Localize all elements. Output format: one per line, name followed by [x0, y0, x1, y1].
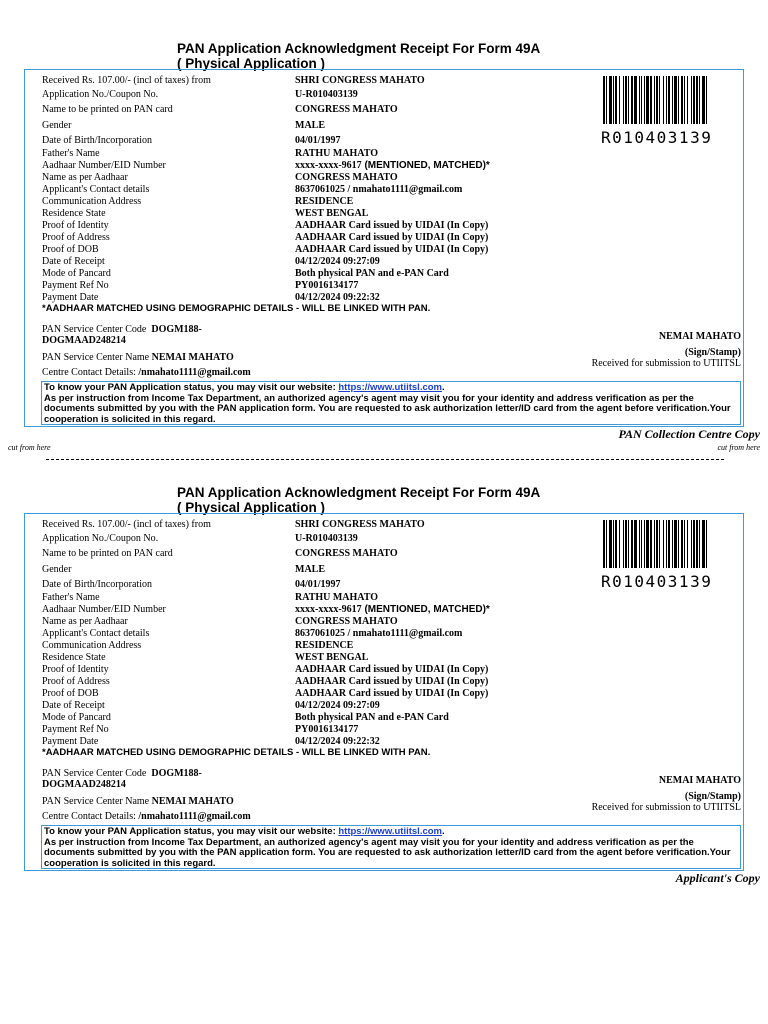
field-value — [295, 664, 488, 676]
field-value-text: U-R010403139 — [295, 89, 358, 100]
field-value-text: Both physical PAN and e-PAN Card — [295, 268, 449, 279]
field-label: Date of Birth/Incorporation — [42, 579, 152, 590]
field-value-text: RATHU MAHATO — [295, 592, 379, 603]
field-value — [295, 564, 325, 576]
field-value-text: CONGRESS MAHATO — [295, 548, 398, 559]
field-value-text: AADHAAR Card issued by UIDAI (In Copy) — [295, 664, 489, 675]
field-value — [295, 616, 398, 628]
field-label: Proof of Address — [42, 676, 110, 687]
field-value-suffix: (MENTIONED, MATCHED)* — [361, 604, 490, 615]
aadhaar-note: *AADHAAR MATCHED USING DEMOGRAPHIC DETAILS - WILL BE LINKED WITH PAN. — [42, 303, 431, 314]
sign-stamp: (Sign/Stamp) — [684, 791, 741, 802]
field-value-text: 04/12/2024 09:22:32 — [295, 292, 380, 303]
barcode-bar — [706, 76, 707, 124]
field-label: Mode of Pancard — [42, 712, 111, 723]
field-label: Applicant's Contact details — [42, 184, 150, 195]
field-value-text: AADHAAR Card issued by UIDAI (In Copy) — [295, 244, 489, 255]
field-value-text: 04/01/1997 — [295, 135, 341, 146]
field-label: Payment Date — [42, 736, 99, 747]
field-label: Application No./Coupon No. — [42, 533, 159, 544]
field-label: Mode of Pancard — [42, 268, 111, 279]
field-label: Gender — [42, 120, 72, 131]
field-value — [295, 256, 380, 268]
copy-label-collection-centre: PAN Collection Centre Copy — [618, 427, 760, 441]
field-label: Received Rs. 107.00/- (incl of taxes) from — [42, 75, 211, 86]
field-value — [295, 688, 488, 700]
field-label: Date of Receipt — [42, 256, 105, 267]
field-value — [295, 548, 398, 560]
receipt-box — [24, 513, 744, 871]
field-value-text: xxxx-xxxx-9617 — [295, 160, 362, 171]
field-value-text: 8637061025 / nmahato1111@gmail.com — [295, 184, 463, 195]
field-value — [295, 724, 358, 736]
field-value — [295, 232, 488, 244]
info-box: To know your PAN Application status, you may visit our website: https://www.utiitsl.com. As per instruction from Income Tax Department, an authorized agency's agent may visit you for your identity and address verification as per the documents submitted by you with the PAN application form. You are requested to ask authorization letter/ID card from the agent before verification.Your cooperation is solicited in this regard. — [41, 381, 741, 425]
field-label: Proof of DOB — [42, 244, 99, 255]
barcode-number: R010403139 — [601, 572, 713, 591]
field-value-text: 04/12/2024 09:22:32 — [295, 736, 380, 747]
utiitsl-link[interactable]: https://www.utiitsl.com — [338, 826, 442, 837]
service-center-code: PAN Service Center Code DOGM188- — [42, 324, 202, 335]
field-value-text: MALE — [295, 564, 325, 575]
barcode — [603, 520, 733, 568]
utiitsl-link[interactable]: https://www.utiitsl.com — [338, 382, 442, 393]
copy-label-applicant: Applicant's Copy — [675, 871, 760, 885]
field-value — [295, 75, 425, 87]
field-label: Proof of Address — [42, 232, 110, 243]
field-label: Residence State — [42, 652, 106, 663]
field-value-text: AADHAAR Card issued by UIDAI (In Copy) — [295, 232, 489, 243]
barcode-number: R010403139 — [601, 128, 713, 147]
field-label: Payment Ref No — [42, 724, 109, 735]
cut-label-left: cut from here — [8, 443, 51, 452]
field-value — [295, 148, 378, 160]
field-value-text: xxxx-xxxx-9617 — [295, 604, 362, 615]
field-value — [295, 184, 462, 196]
barcode — [603, 76, 733, 124]
field-value-text: WEST BENGAL — [295, 208, 369, 219]
field-value — [295, 196, 353, 208]
field-value-text: CONGRESS MAHATO — [295, 172, 398, 183]
field-value — [295, 592, 378, 604]
field-label: Proof of DOB — [42, 688, 99, 699]
signer-name: NEMAI MAHATO — [658, 775, 741, 786]
field-value-text: AADHAAR Card issued by UIDAI (In Copy) — [295, 688, 489, 699]
received-submission: Received for submission to UTIITSL — [591, 802, 741, 813]
field-value-text: MALE — [295, 120, 325, 131]
field-value — [295, 135, 341, 147]
field-value — [295, 700, 380, 712]
receipt-subtitle: ( Physical Application ) — [177, 56, 326, 71]
field-value — [295, 579, 341, 591]
field-label: Aadhaar Number/EID Number — [42, 160, 166, 171]
field-value-text: 8637061025 / nmahato1111@gmail.com — [295, 628, 463, 639]
centre-contact: Centre Contact Details: /nmahato1111@gmail.com — [42, 367, 251, 378]
service-center-code-cont: DOGMAAD248214 — [42, 779, 126, 790]
field-value — [295, 676, 488, 688]
service-center-name: PAN Service Center Name NEMAI MAHATO — [42, 796, 234, 807]
field-label: Date of Receipt — [42, 700, 105, 711]
field-value-text: WEST BENGAL — [295, 652, 369, 663]
field-label: Payment Date — [42, 292, 99, 303]
service-center-name: PAN Service Center Name NEMAI MAHATO — [42, 352, 234, 363]
field-label: Name to be printed on PAN card — [42, 104, 173, 115]
field-value — [295, 120, 325, 132]
field-value-text: SHRI CONGRESS MAHATO — [295, 519, 425, 530]
field-value-text: PY0016134177 — [295, 280, 359, 291]
field-value-text: AADHAAR Card issued by UIDAI (In Copy) — [295, 220, 489, 231]
receipt-title: PAN Application Acknowledgment Receipt For Form 49A — [177, 485, 541, 500]
field-label: Name to be printed on PAN card — [42, 548, 173, 559]
field-value — [295, 533, 358, 545]
field-value — [295, 652, 368, 664]
field-label: Gender — [42, 564, 72, 575]
service-center-code-cont: DOGMAAD248214 — [42, 335, 126, 346]
field-value — [295, 519, 425, 531]
field-value-text: 04/12/2024 09:27:09 — [295, 256, 380, 267]
field-value — [295, 160, 490, 172]
field-label: Name as per Aadhaar — [42, 172, 128, 183]
field-value — [295, 104, 398, 116]
field-label: Father's Name — [42, 592, 100, 603]
field-label: Name as per Aadhaar — [42, 616, 128, 627]
field-label: Proof of Identity — [42, 664, 109, 675]
field-value — [295, 280, 358, 292]
field-label: Aadhaar Number/EID Number — [42, 604, 166, 615]
field-label: Proof of Identity — [42, 220, 109, 231]
field-value — [295, 712, 449, 724]
field-label: Date of Birth/Incorporation — [42, 135, 152, 146]
field-label: Payment Ref No — [42, 280, 109, 291]
field-value — [295, 604, 490, 616]
field-value-text: 04/01/1997 — [295, 579, 341, 590]
received-submission: Received for submission to UTIITSL — [591, 358, 741, 369]
field-value — [295, 268, 449, 280]
field-value — [295, 640, 353, 652]
field-label: Received Rs. 107.00/- (incl of taxes) from — [42, 519, 211, 530]
field-value-text: AADHAAR Card issued by UIDAI (In Copy) — [295, 676, 489, 687]
field-label: Application No./Coupon No. — [42, 89, 159, 100]
field-value-text: CONGRESS MAHATO — [295, 104, 398, 115]
field-value — [295, 208, 368, 220]
field-value — [295, 89, 358, 101]
cut-line — [46, 459, 724, 460]
field-value-text: U-R010403139 — [295, 533, 358, 544]
field-value — [295, 172, 398, 184]
service-center-code: PAN Service Center Code DOGM188- — [42, 768, 202, 779]
field-value — [295, 628, 462, 640]
sign-stamp: (Sign/Stamp) — [684, 347, 741, 358]
field-value-text: 04/12/2024 09:27:09 — [295, 700, 380, 711]
field-label: Communication Address — [42, 196, 142, 207]
info-box: To know your PAN Application status, you may visit our website: https://www.utiitsl.com. As per instruction from Income Tax Department, an authorized agency's agent may visit you for your identity and address verification as per the documents submitted by you with the PAN application form. You are requested to ask authorization letter/ID card from the agent before verification.Your cooperation is solicited in this regard. — [41, 825, 741, 869]
field-value-text: RESIDENCE — [295, 640, 354, 651]
field-value-text: RESIDENCE — [295, 196, 354, 207]
signer-name: NEMAI MAHATO — [658, 331, 741, 342]
field-label: Applicant's Contact details — [42, 628, 150, 639]
field-label: Father's Name — [42, 148, 100, 159]
receipt-subtitle: ( Physical Application ) — [177, 500, 326, 515]
field-value-text: SHRI CONGRESS MAHATO — [295, 75, 425, 86]
field-value-suffix: (MENTIONED, MATCHED)* — [361, 160, 490, 171]
field-value — [295, 220, 488, 232]
field-value-text: PY0016134177 — [295, 724, 359, 735]
field-label: Residence State — [42, 208, 106, 219]
field-value-text: Both physical PAN and e-PAN Card — [295, 712, 449, 723]
aadhaar-note: *AADHAAR MATCHED USING DEMOGRAPHIC DETAILS - WILL BE LINKED WITH PAN. — [42, 747, 431, 758]
field-value — [295, 244, 488, 256]
barcode-bar — [706, 520, 707, 568]
field-value-text: RATHU MAHATO — [295, 148, 379, 159]
receipt-title: PAN Application Acknowledgment Receipt For Form 49A — [177, 41, 541, 56]
field-label: Communication Address — [42, 640, 142, 651]
cut-label-right: cut from here — [717, 443, 760, 452]
centre-contact: Centre Contact Details: /nmahato1111@gmail.com — [42, 811, 251, 822]
receipt-box — [24, 69, 744, 427]
field-value-text: CONGRESS MAHATO — [295, 616, 398, 627]
